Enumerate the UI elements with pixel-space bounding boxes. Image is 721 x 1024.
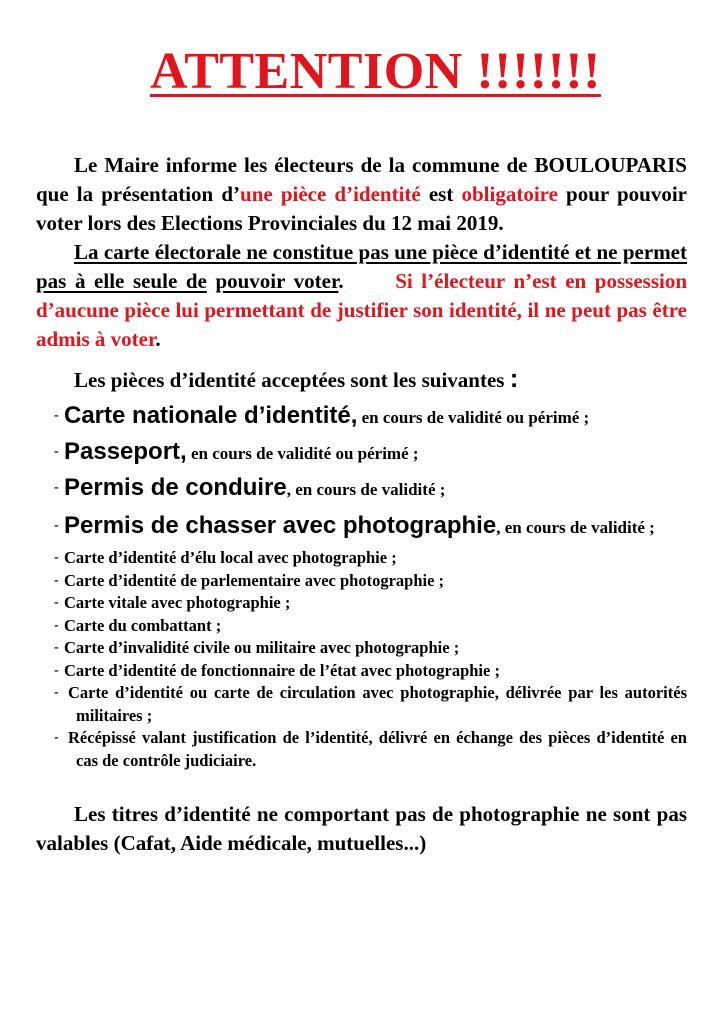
document-name: Permis de chasser avec photographie	[64, 512, 497, 539]
mandatory-highlight: obligatoire	[461, 182, 558, 206]
document-name: Carte d’identité d’élu local avec photographie ;	[64, 548, 397, 567]
list-item	[36, 682, 687, 727]
document-detail: , en cours de validité ;	[286, 480, 446, 499]
list-item	[36, 513, 687, 541]
document-name: Carte d’identité de parlementaire avec photographie ;	[64, 570, 445, 590]
list-item	[36, 399, 687, 435]
bullet-dash: -	[54, 408, 59, 423]
vote-underline: pouvoir voter	[215, 269, 339, 293]
id-required-highlight: une pièce d’identité	[240, 182, 421, 206]
document-name: Carte d’identité ou carte de circulation avec photographie, délivrée par les autorités militaires ;	[68, 683, 687, 725]
document-name: Carte vitale avec photographie ;	[64, 593, 291, 612]
not-admitted-warning: Si l’électeur n’est en possession d’aucune pièce lui permettant de justifier son identité, il ne peut pas être admis à voter	[36, 269, 688, 351]
intro-text-b: est	[420, 182, 462, 206]
bullet-dash: -	[54, 572, 59, 588]
closing-paragraph: Les titres d’identité ne comportant pas de photographie ne sont pas valables (Cafat, Aide médicale, mutuelles...)	[36, 802, 687, 855]
document-name: Carte d’identité de fonctionnaire de l’état avec photographie ;	[64, 660, 500, 680]
document-name: Permis de conduire	[64, 474, 287, 501]
list-item	[36, 615, 687, 638]
bullet-dash: -	[54, 685, 59, 700]
document-detail: en cours de validité ou périmé ;	[357, 408, 590, 427]
page-title: ATTENTION !!!!!!!	[150, 43, 601, 100]
list-item	[36, 471, 687, 507]
document-name: Carte nationale d’identité,	[64, 402, 358, 429]
bullet-dash: -	[54, 617, 59, 633]
bullet-dash: -	[54, 480, 59, 495]
warning-dot: .	[338, 269, 344, 293]
notice-body	[36, 151, 687, 858]
list-heading	[36, 364, 687, 395]
list-heading-colon: :	[509, 363, 519, 393]
bullet-dash: -	[54, 518, 59, 533]
warning-paragraph	[36, 238, 687, 354]
warning-end: .	[155, 327, 161, 351]
intro-text-a: Le Maire informe les électeurs de la commune de BOULOUPARIS que la présentation d’	[36, 153, 687, 206]
intro-paragraph	[36, 151, 687, 238]
list-item	[36, 727, 687, 772]
bullet-dash: -	[54, 662, 59, 678]
bullet-dash: -	[54, 595, 59, 610]
document-name: Passeport,	[64, 438, 187, 465]
list-item	[36, 435, 687, 471]
document-detail: en cours de validité ou périmé ;	[186, 444, 419, 463]
document-name: Carte du combattant ;	[64, 615, 222, 635]
list-item	[36, 570, 687, 593]
list-item	[36, 592, 687, 615]
list-item	[36, 547, 687, 570]
bullet-dash: -	[54, 730, 59, 745]
voter-card-warning: La carte électorale ne constitue pas une pièce d’identité et ne permet pas à elle seule de	[36, 240, 687, 293]
accepted-documents-list	[36, 399, 687, 772]
bullet-dash: -	[54, 550, 59, 565]
document-detail: , en cours de validité ;	[496, 518, 655, 537]
list-item	[36, 637, 687, 660]
bullet-dash: -	[54, 640, 59, 655]
document-name: Récépissé valant justification de l’identité, délivré en échange des pièces d’identité en cas de contrôle judiciaire.	[68, 728, 687, 770]
list-item	[36, 660, 687, 683]
intro-text-c: pour pouvoir voter lors des Elections Provinciales du 12 mai 2019.	[36, 182, 687, 235]
document-name: Carte d’invalidité civile ou militaire avec photographie ;	[64, 638, 460, 657]
list-heading-text: Les pièces d’identité acceptées sont les suivantes	[74, 368, 505, 392]
bullet-dash: -	[54, 444, 59, 459]
